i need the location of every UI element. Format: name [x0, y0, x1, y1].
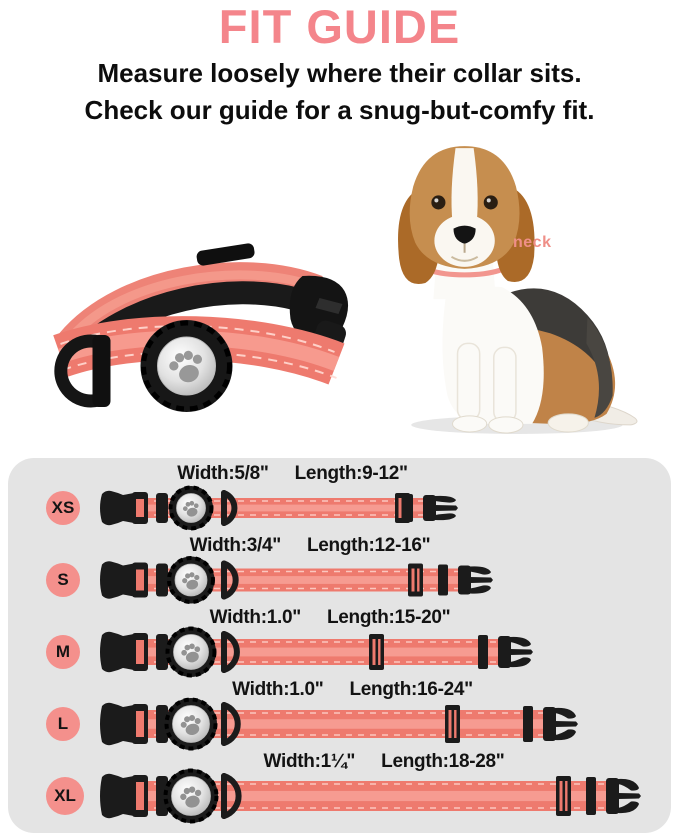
- subtitle-line-1: Measure loosely where their collar sits.: [97, 58, 582, 88]
- slider-icon: [408, 564, 423, 597]
- width-text: Width:1¼": [263, 751, 356, 772]
- neck-label: neck: [513, 234, 552, 251]
- airtag-holder-icon: [168, 557, 215, 604]
- width-text: Width:5/8": [177, 463, 269, 484]
- strap-end-buckle-icon: [586, 777, 641, 815]
- strap-end-buckle-icon: [438, 565, 493, 596]
- airtag-holder-icon: [165, 698, 217, 750]
- header: [0, 0, 679, 127]
- dog-head: [398, 146, 535, 284]
- width-text: Width:1.0": [209, 607, 301, 628]
- size-label: M: [55, 642, 71, 661]
- size-row: [8, 752, 671, 824]
- size-label: L: [57, 714, 69, 733]
- airtag-holder-icon: [166, 627, 216, 677]
- size-badge: [46, 777, 84, 815]
- strap-end-buckle-icon: [403, 494, 458, 522]
- collar-illustration: [96, 768, 644, 824]
- collar-illustration: [96, 552, 496, 608]
- width-text: Width:3/4": [189, 535, 281, 556]
- length-text: Length:16-24": [349, 679, 473, 700]
- size-dimensions: [190, 536, 431, 556]
- airtag-holder-icon: [169, 486, 213, 530]
- size-dimensions: [264, 752, 505, 772]
- slider-icon: [556, 776, 571, 816]
- size-dimensions: [210, 608, 451, 628]
- length-text: Length:12-16": [306, 535, 431, 556]
- strap-end-buckle-icon: [523, 706, 578, 742]
- size-chart-panel: [8, 458, 671, 833]
- size-dimensions: [232, 680, 473, 700]
- width-text: Width:1.0": [232, 679, 324, 700]
- size-row: [8, 464, 671, 536]
- size-badge: [46, 707, 80, 741]
- subtitle-line-2: Check our guide for a snug-but-comfy fit.: [84, 95, 595, 125]
- airtag-holder-icon: [141, 320, 233, 412]
- length-text: Length:9-12": [294, 463, 408, 484]
- strap-end-buckle-icon: [478, 635, 533, 669]
- length-text: Length:18-28": [381, 751, 505, 772]
- size-label: XS: [51, 498, 75, 517]
- size-dimensions: [177, 464, 407, 484]
- size-badge: [46, 491, 80, 525]
- slider-icon: [369, 634, 384, 670]
- collar-product-image: [12, 214, 352, 442]
- collar-illustration-photo: [12, 214, 352, 442]
- collar-illustration: [96, 480, 461, 536]
- size-row: [8, 608, 671, 680]
- dog-illustration: [381, 136, 673, 438]
- collar-illustration: [96, 696, 581, 752]
- size-badge: [46, 563, 80, 597]
- size-row: [8, 680, 671, 752]
- size-label: S: [57, 570, 69, 589]
- length-text: Length:15-20": [326, 607, 451, 628]
- size-row: [8, 536, 671, 608]
- dog-photo: [381, 136, 673, 438]
- page-title: FIT GUIDE: [218, 0, 461, 53]
- collar-illustration: [96, 624, 536, 680]
- slider-icon: [445, 705, 460, 743]
- size-badge: [46, 635, 80, 669]
- airtag-holder-icon: [164, 769, 218, 823]
- size-label: XL: [54, 786, 76, 805]
